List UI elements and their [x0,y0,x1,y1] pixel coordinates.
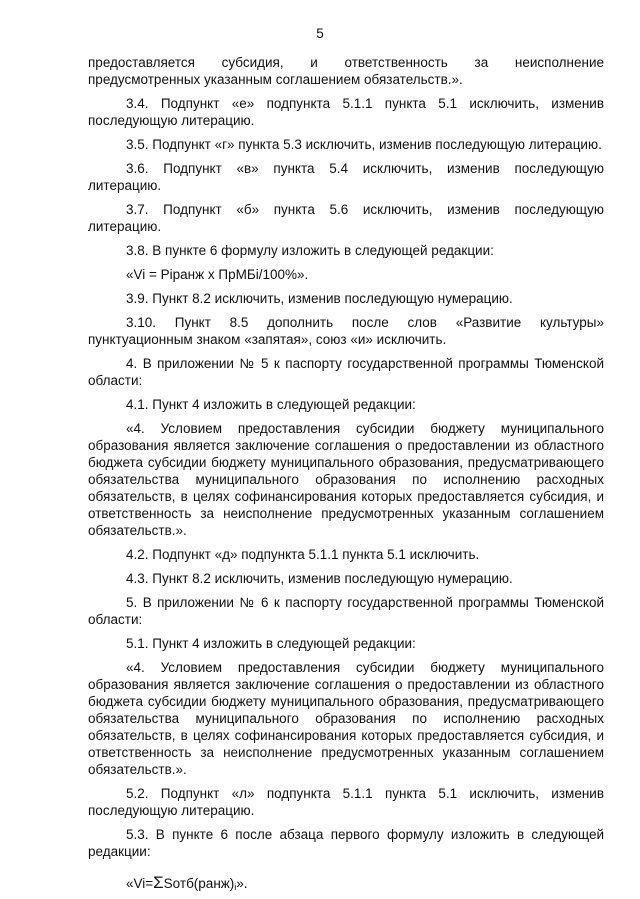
document-body [88,54,604,896]
paragraph-4-3: 4.3. Пункт 8.2 исключить, изменив последующую нумерацию. [126,571,513,586]
paragraph-3-6: 3.6. Подпункт «в» пункта 5.4 исключить, изменив последующую литерацию. [88,161,604,193]
paragraph-3-9: 3.9. Пункт 8.2 исключить, изменив последующую нумерацию. [126,291,513,306]
quote-appendix-5: «4. Условием предоставления субсидии бюджету муниципального образования является заключение соглашения о предоставлении из областного бюджета субсидии бюджету муниципального образования, предусматривающего обязательства муниципального образования по исполнению расходных обязательств, в целях софинансирования которых предоставляется субсидия, и ответственность за неисполнение предусмотренных указанным соглашением обязательств.». [88,421,604,538]
page-number: 5 [316,26,324,41]
formula-subscript: i [234,882,237,892]
paragraph-3-10: 3.10. Пункт 8.5 дополнить после слов «Развитие культуры» пунктуационным знаком «запятая», союз «и» исключить. [88,315,604,347]
paragraph-3-7: 3.7. Подпункт «б» пункта 5.6 исключить, изменив последующую литерацию. [88,202,604,234]
paragraph-5-1: 5.1. Пункт 4 изложить в следующей редакции: [126,636,416,651]
formula-suffix: ». [236,876,248,891]
paragraph-4-1: 4.1. Пункт 4 изложить в следующей редакции: [126,397,416,412]
paragraph-5-3: 5.3. В пункте 6 после абзаца первого формулу изложить в следующей редакции: [88,827,604,859]
formula-body: Sотб(ранж) [163,876,235,891]
paragraph-3-5: 3.5. Подпункт «г» пункта 5.3 исключить, изменив последующую литерацию. [126,137,602,152]
formula-vi: «Vi = Piранж х ПрМБi/100%». [126,267,309,282]
formula-sum [88,874,604,896]
quote-appendix-6: «4. Условием предоставления субсидии бюджету муниципального образования является заключение соглашения о предоставлении из областного бюджета субсидии бюджету муниципального образования, предусматривающего обязательства муниципального образования по исполнению расходных обязательств, в целях софинансирования которых предоставляется субсидия, и ответственность за неисполнение предусмотренных указанным соглашением обязательств.». [88,660,604,777]
paragraph-5: 5. В приложении № 6 к паспорту государственной программы Тюменской области: [88,595,604,627]
paragraph-3-8: 3.8. В пункте 6 формулу изложить в следующей редакции: [126,243,494,258]
paragraph-5-2: 5.2. Подпункт «л» подпункта 5.1.1 пункта 5.1 исключить, изменив последующую литерацию. [88,786,604,818]
paragraph-4: 4. В приложении № 5 к паспорту государственной программы Тюменской области: [88,356,604,388]
formula-prefix: «Vi= [126,876,154,891]
sigma-symbol: Σ [153,873,164,892]
paragraph-continuation: предоставляется субсидия, и ответственность за неисполнение предусмотренных указанным соглашением обязательств.». [88,55,604,87]
paragraph-3-4: 3.4. Подпункт «е» подпункта 5.1.1 пункта 5.1 исключить, изменив последующую литерацию. [88,96,604,128]
paragraph-4-2: 4.2. Подпункт «д» подпункта 5.1.1 пункта 5.1 исключить. [126,547,480,562]
